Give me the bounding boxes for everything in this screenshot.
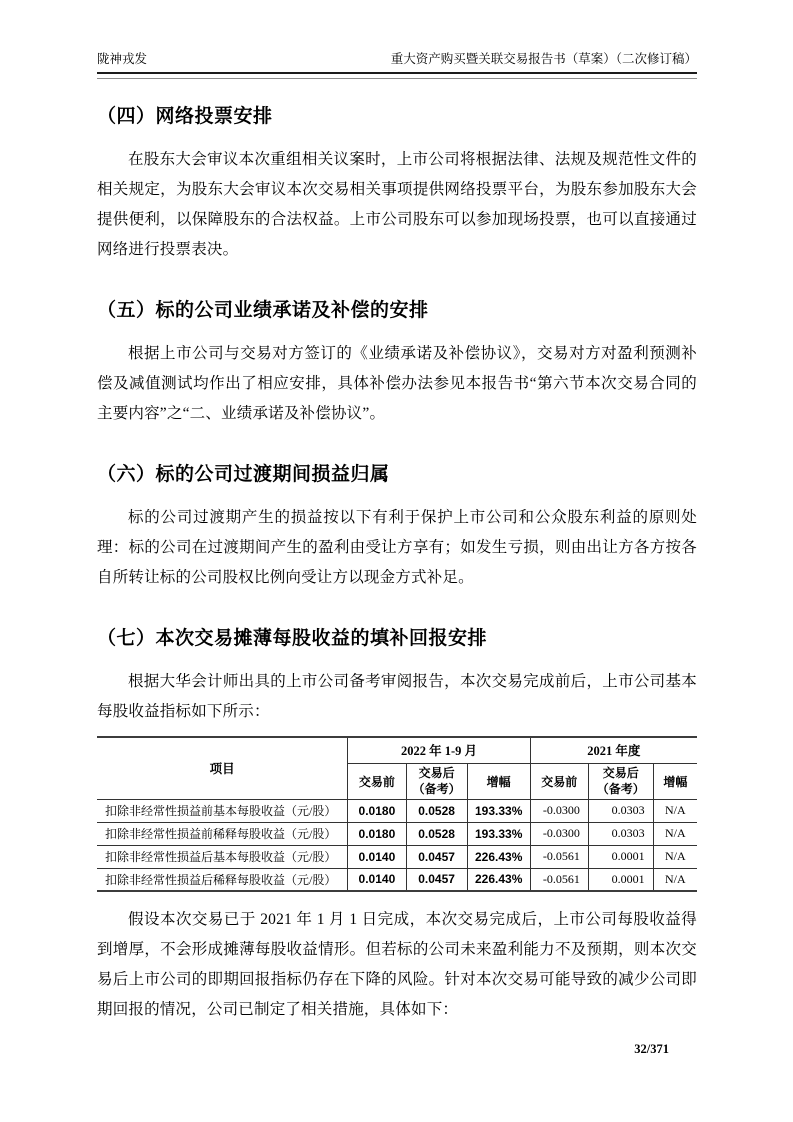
section-paragraph-5: 根据上市公司与交易对方签订的《业绩承诺及补偿协议》，交易对方对盈利预测补偿及减值测试均作出了相应安排，具体补偿办法参见本报告书“第六节本次交易合同的主要内容”之“二、业绩承诺及补偿协议”。 [97,345,697,422]
table-row-label: 扣除非经常性损益前基本每股收益（元/股） [97,799,348,822]
table-cell: 0.0457 [406,845,467,868]
section-paragraph-6: 标的公司过渡期产生的损益按以下有利于保护上市公司和公众股东利益的原则处理：标的公司在过渡期间产生的盈利由受让方享有；如发生亏损，则由出让方各方按各自所转让标的公司股权比例向受让方以现金方式补足。 [97,509,697,586]
table-group-header-row [97,737,697,763]
table-cell: 0.0001 [588,868,653,891]
table-cell: N/A [653,799,697,822]
table-header-pre-2022: 交易前 [348,763,406,799]
table-row-label: 扣除非经常性损益后稀释每股收益（元/股） [97,868,348,891]
section-heading-7: （七）本次交易摊薄每股收益的填补回报安排 [97,628,488,649]
section-heading-5: （五）标的公司业绩承诺及补偿的安排 [97,300,429,321]
table-cell: 0.0140 [348,868,406,891]
table-header-post-2022: 交易后 （备考） [406,763,467,799]
table-group-2021: 2021 年度 [530,737,697,763]
table-cell: 0.0180 [348,822,406,845]
table-cell: 0.0303 [588,822,653,845]
table-cell: N/A [653,868,697,891]
table-header-post-2021: 交易后 （备考） [588,763,653,799]
table-header-item: 项目 [97,737,348,799]
table-cell: 0.0457 [406,868,467,891]
section-paragraph-4: 在股东大会审议本次重组相关议案时，上市公司将根据法律、法规及规范性文件的相关规定，为股东大会审议本次交易相关事项提供网络投票平台，为股东参加股东大会提供便利，以保障股东的合法权益。上市公司股东可以参加现场投票，也可以直接通过网络进行投票表决。 [97,151,697,258]
table-cell: 193.33% [467,799,530,822]
header-report-title: 重大资产购买暨关联交易报告书（草案）（二次修订稿） [390,52,697,66]
section-heading-6: （六）标的公司过渡期间损益归属 [97,464,390,485]
page-number: 32/371 [634,1042,669,1056]
section-heading-4: （四）网络投票安排 [97,106,273,127]
section-paragraph-7: 根据大华会计师出具的上市公司备考审阅报告，本次交易完成前后，上市公司基本每股收益指标如下所示： [97,673,697,720]
table-cell: 0.0303 [588,799,653,822]
table-cell: -0.0561 [530,868,588,891]
table-row-label: 扣除非经常性损益前稀释每股收益（元/股） [97,822,348,845]
table-group-2022: 2022 年 1-9 月 [348,737,530,763]
table-row-label: 扣除非经常性损益后基本每股收益（元/股） [97,845,348,868]
table-cell: 193.33% [467,822,530,845]
table-header-pre-2021: 交易前 [530,763,588,799]
table-cell: 226.43% [467,868,530,891]
header-rule [97,74,697,79]
table-cell: N/A [653,845,697,868]
table-cell: N/A [653,822,697,845]
table-cell: -0.0300 [530,799,588,822]
table-cell: 0.0001 [588,845,653,868]
table-cell: 0.0180 [348,799,406,822]
table-row [97,845,697,868]
eps-table [97,736,697,892]
table-cell: 0.0140 [348,845,406,868]
table-cell: 0.0528 [406,822,467,845]
table-cell: -0.0561 [530,845,588,868]
running-header [97,50,697,74]
table-header-growth-2021: 增幅 [653,763,697,799]
table-header-growth-2022: 增幅 [467,763,530,799]
header-company-name: 陇神戎发 [97,52,148,66]
table-cell: 0.0528 [406,799,467,822]
table-row [97,799,697,822]
table-row [97,822,697,845]
table-cell: 226.43% [467,845,530,868]
table-row [97,868,697,891]
closing-paragraph: 假设本次交易已于 2021 年 1 月 1 日完成，本次交易完成后，上市公司每股收益得到增厚，不会形成摊薄每股收益情形。但若标的公司未来盈利能力不及预期，则本次交易后上市公司的即期回报指标仍存在下降的风险。针对本次交易可能导致的减少公司即期回报的情况，公司已制定了相关措施，具体如下： [97,911,697,1018]
eps-table-body [97,799,697,891]
table-cell: -0.0300 [530,822,588,845]
